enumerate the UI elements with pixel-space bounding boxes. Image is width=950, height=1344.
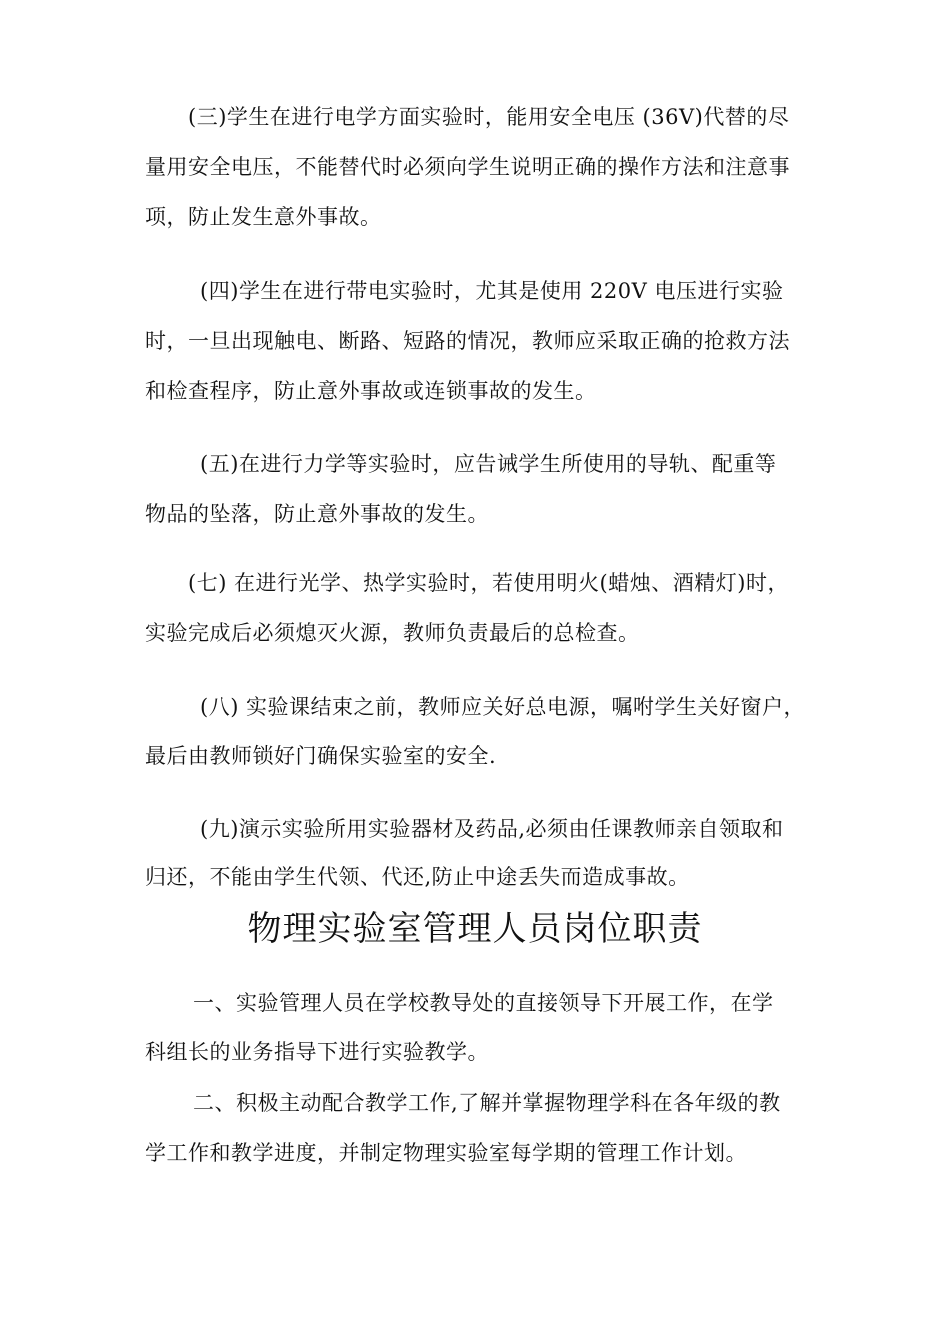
paragraph-line: 物品的坠落，防止意外事故的发生。 — [145, 502, 489, 526]
duty-line: 科组长的业务指导下进行实验教学。 — [145, 1040, 489, 1064]
paragraph-line: (三)学生在进行电学方面实验时，能用安全电压 (36V)代替的尽 — [188, 105, 790, 129]
paragraph-line: 实验完成后必须熄灭火源，教师负责最后的总检查。 — [145, 621, 640, 645]
paragraph-line: 最后由教师锁好门确保实验室的安全. — [145, 744, 497, 768]
paragraph-line: 归还，不能由学生代领、代还,防止中途丢失而造成事故。 — [145, 865, 690, 889]
paragraph-line: (五)在进行力学等实验时，应告诫学生所使用的导轨、配重等 — [200, 452, 777, 476]
paragraph-line: (四)学生在进行带电实验时，尤其是使用 220V 电压进行实验 — [200, 279, 784, 303]
paragraph-line: (八) 实验课结束之前，教师应关好总电源，嘱咐学生关好窗户， — [200, 695, 806, 719]
section-title: 物理实验室管理人员岗位职责 — [247, 909, 703, 949]
duty-line: 二、积极主动配合教学工作,了解并掌握物理学科在各年级的教 — [193, 1091, 781, 1115]
paragraph-line: 时，一旦出现触电、断路、短路的情况，教师应采取正确的抢救方法 — [145, 329, 790, 353]
paragraph-line: 和检查程序，防止意外事故或连锁事故的发生。 — [145, 379, 597, 403]
paragraph-line: 项，防止发生意外事故。 — [145, 205, 382, 229]
paragraph-line: (七) 在进行光学、热学实验时，若使用明火(蜡烛、酒精灯)时， — [188, 571, 789, 595]
duty-line: 学工作和教学进度，并制定物理实验室每学期的管理工作计划。 — [145, 1141, 747, 1165]
duty-line: 一、实验管理人员在学校教导处的直接领导下开展工作，在学 — [193, 991, 774, 1015]
paragraph-line: (九)演示实验所用实验器材及药品,必须由任课教师亲自领取和 — [200, 817, 784, 841]
paragraph-line: 量用安全电压，不能替代时必须向学生说明正确的操作方法和注意事 — [145, 155, 790, 179]
